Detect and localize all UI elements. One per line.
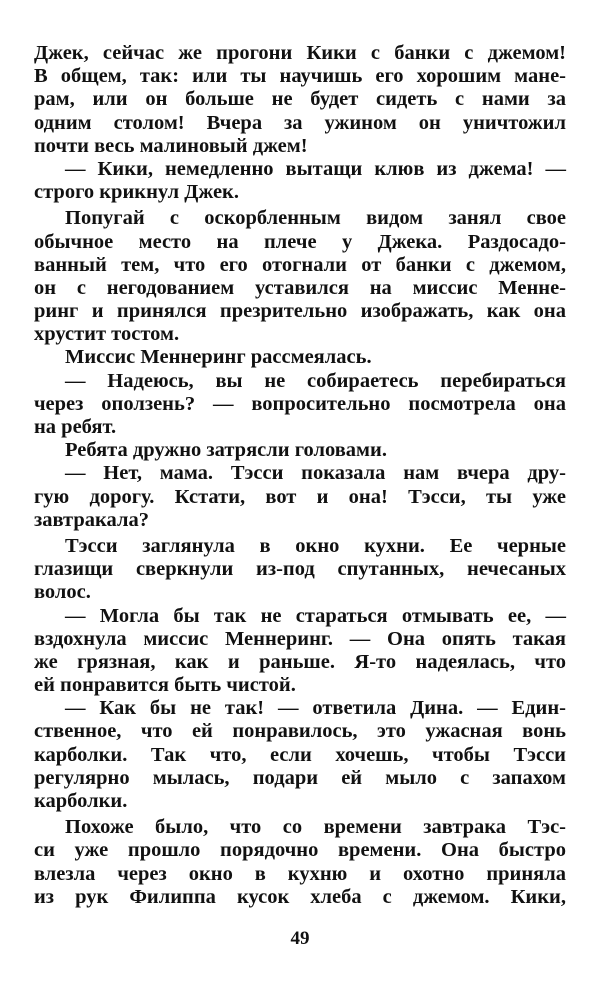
text-line: — Надеюсь, вы не собираетесь перебираться <box>65 369 566 392</box>
text-line: же грязная, как и раньше. Я-то надеялась, что <box>34 650 566 673</box>
text-line: — Кики, немедленно вытащи клюв из джема! — <box>65 157 566 180</box>
text-line: из рук Филиппа кусок хлеба с джемом. Кики, <box>34 885 566 908</box>
text-line: Миссис Меннеринг рассмеялась. <box>65 346 372 369</box>
text-line: через оползень? — вопросительно посмотрела она <box>34 392 566 415</box>
text-line: гую дорогу. Кстати, вот и она! Тэсси, ты уже <box>34 485 566 508</box>
text-line: глазищи сверкнули из-под спутанных, нечесаных <box>34 558 566 581</box>
text-line: — Нет, мама. Тэсси показала нам вчера дру- <box>65 462 566 485</box>
text-line: хрустит тостом. <box>34 323 180 346</box>
text-line: почти весь малиновый джем! <box>34 134 308 157</box>
text-line: обычное место на плече у Джека. Раздосадо- <box>34 230 566 253</box>
text-line: рам, или он больше не будет сидеть с нами за <box>34 88 566 111</box>
text-line: — Могла бы так не стараться отмывать ее, — <box>65 604 566 627</box>
text-line: Попугай с оскорбленным видом занял свое <box>65 207 566 230</box>
body-text <box>34 42 566 909</box>
text-line: ственное, что ей понравилось, это ужасная вонь <box>34 720 566 743</box>
text-line: регулярно мылась, подари ей мыло с запахом <box>34 766 566 789</box>
text-line: Ребята дружно затрясли головами. <box>65 439 387 462</box>
text-line: строго крикнул Джек. <box>34 181 239 204</box>
text-line: влезла через окно в кухню и охотно приняла <box>34 862 566 885</box>
text-line: Похоже было, что со времени завтрака Тэс- <box>65 816 566 839</box>
page-number: 49 <box>290 928 310 949</box>
text-line: ринг и принялся презрительно изображать, как она <box>34 300 566 323</box>
text-line: на ребят. <box>34 416 117 438</box>
text-line: Джек, сейчас же прогони Кики с банки с джемом! <box>34 42 566 64</box>
text-line: волос. <box>34 581 91 604</box>
text-line: одним столом! Вчера за ужином он уничтожил <box>34 111 566 134</box>
text-line: ей понравится быть чистой. <box>34 674 296 697</box>
text-line: ванный тем, что его отогнали от банки с джемом, <box>34 253 566 276</box>
text-line: он с негодованием уставился на миссис Менне- <box>34 276 566 299</box>
text-line: вздохнула миссис Меннеринг. — Она опять такая <box>34 627 566 650</box>
text-line: завтракала? <box>34 508 149 531</box>
text-line: си уже прошло порядочно времени. Она быстро <box>34 839 566 862</box>
text-line: В общем, так: или ты научишь его хорошим мане- <box>34 65 566 88</box>
text-line: карболки. <box>34 790 128 812</box>
text-line: карболки. Так что, если хочешь, чтобы Тэсси <box>34 743 566 766</box>
text-line: Тэсси заглянула в окно кухни. Ее черные <box>65 534 566 557</box>
text-line: — Как бы не так! — ответила Дина. — Един- <box>65 697 566 720</box>
